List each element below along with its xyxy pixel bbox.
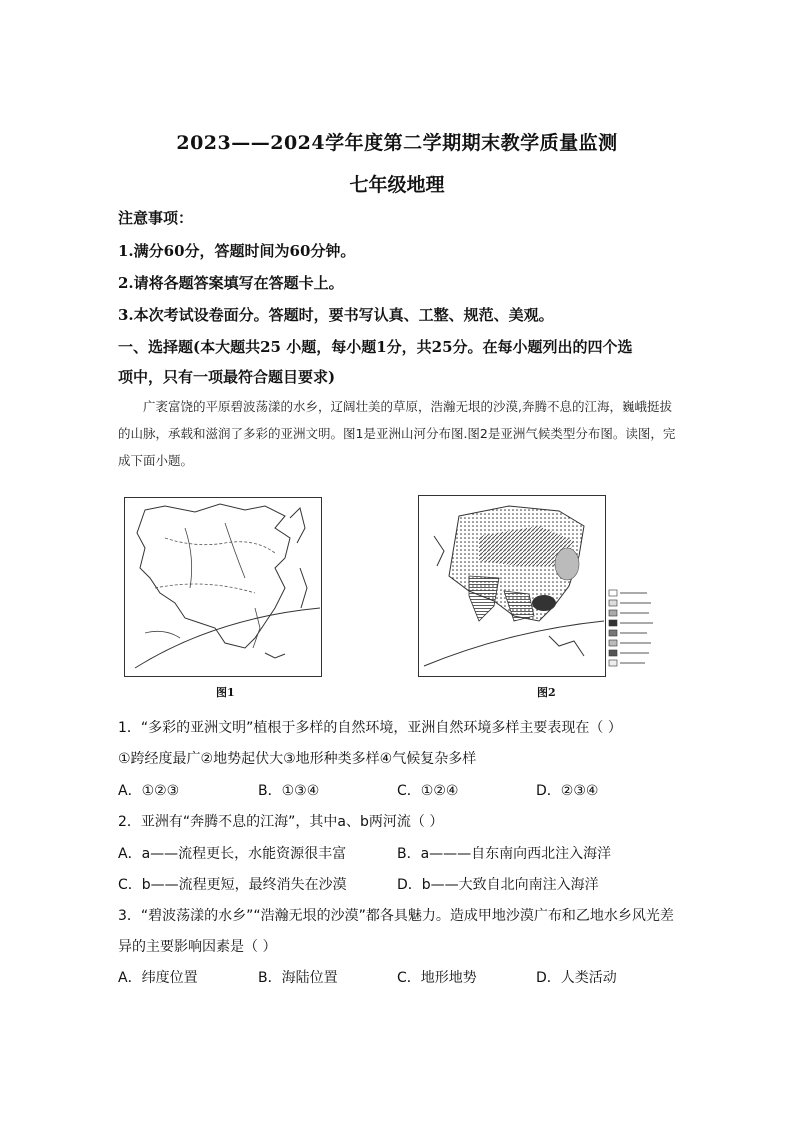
q1-option-d[interactable]: D．②③④ xyxy=(536,783,599,799)
exam-title: 2023——2024学年度第二学期期末教学质量监测 xyxy=(176,132,618,154)
q1-option-a[interactable]: A．①②③ xyxy=(118,783,180,799)
map-1-graphic xyxy=(125,498,321,676)
q3-option-c[interactable]: C．地形地势 xyxy=(397,970,477,986)
question-1-statements: ①跨经度最广②地势起伏大③地形种类多样④气候复杂多样 xyxy=(118,751,477,767)
notes-heading: 注意事项： xyxy=(118,209,194,227)
q2-option-c[interactable]: C．b——流程更短，最终消失在沙漠 xyxy=(118,877,347,893)
q2-option-d[interactable]: D．b——大致自北向南注入海洋 xyxy=(397,877,599,893)
note-item-3: 3.本次考试设卷面分。答题时，要书写认真、工整、规范、美观。 xyxy=(118,306,554,324)
q3-option-d[interactable]: D．人类活动 xyxy=(536,970,617,986)
note-item-1: 1.满分60分，答题时间为60分钟。 xyxy=(118,242,356,260)
q1-option-b[interactable]: B．①③④ xyxy=(258,783,320,799)
note-item-2: 2.请将各题答案填写在答题卡上。 xyxy=(118,274,344,292)
q1-option-c[interactable]: C．①②④ xyxy=(397,783,459,799)
asia-climate-map xyxy=(418,495,606,677)
q3-option-b[interactable]: B．海陆位置 xyxy=(258,970,338,986)
question-3-stem: 3．“碧波荡漾的水乡”“浩瀚无垠的沙漠”都各具魅力。造成甲地沙漠广布和乙地水乡风光差 xyxy=(118,908,674,924)
section-heading-line2: 项中，只有一项最符合题目要求) xyxy=(118,368,336,386)
question-1-stem: 1．“多彩的亚洲文明”植根于多样的自然环境，亚洲自然环境多样主要表现在（ ） xyxy=(118,720,622,736)
figure-1-caption: 图1 xyxy=(216,686,235,699)
question-3-stem-cont: 异的主要影响因素是（ ） xyxy=(118,939,277,955)
asia-river-mountain-map xyxy=(124,497,322,677)
climate-map-legend xyxy=(607,588,667,676)
map-2-graphic xyxy=(419,496,605,676)
section-heading-line1: 一、选择题(本大题共25 小题，每小题1分，共25分。在每小题列出的四个选 xyxy=(118,338,633,356)
exam-subtitle: 七年级地理 xyxy=(349,174,445,196)
figure-2-caption: 图2 xyxy=(537,686,556,699)
q2-option-b[interactable]: B．a———自东南向西北注入海洋 xyxy=(397,846,612,862)
reading-passage: 广袤富饶的平原碧波荡漾的水乡，辽阔壮美的草原，浩瀚无垠的沙漠,奔腾不息的江海，巍峨挺拔的山脉，承载和滋润了多彩的亚洲文明。图1是亚洲山河分布图.图2是亚洲气候类型分布图。读图，完成下面小题。 xyxy=(118,399,676,468)
question-2-stem: 2．亚洲有“奔腾不息的江海”，其中a、b两河流（ ） xyxy=(118,814,444,830)
q3-option-a[interactable]: A．纬度位置 xyxy=(118,970,198,986)
q2-option-a[interactable]: A．a——流程更长，水能资源很丰富 xyxy=(118,846,347,862)
legend-graphic xyxy=(607,588,667,676)
